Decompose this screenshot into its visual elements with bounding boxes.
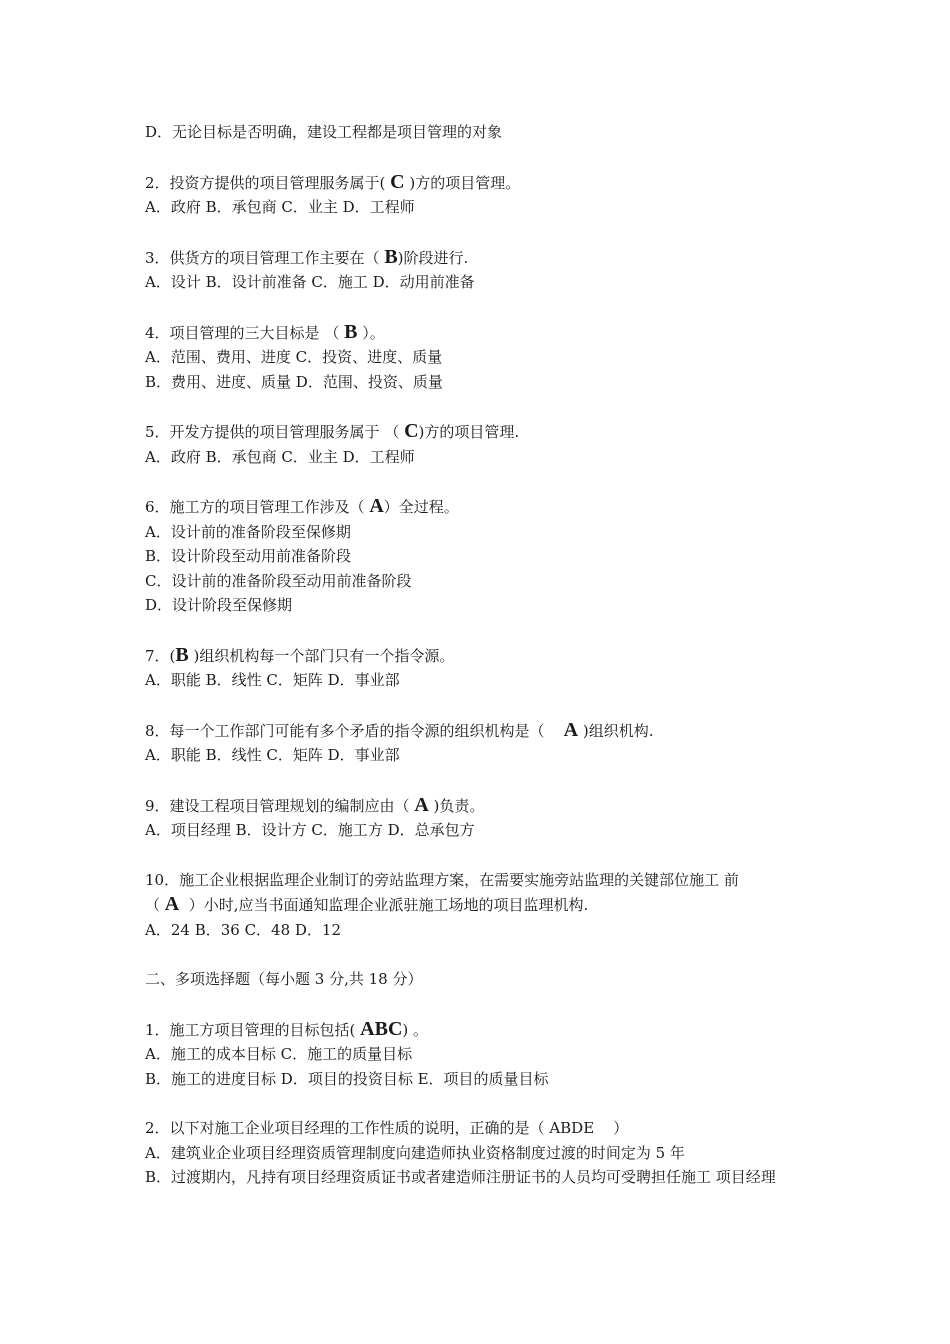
question-text: )方的项目管理。: [404, 173, 521, 192]
blank-line: [145, 618, 815, 643]
blank-line: [145, 992, 815, 1017]
text-line: A．24 B．36 C．48 D．12: [145, 920, 342, 939]
blank-line: [145, 942, 815, 967]
text-line: D．设计阶段至保修期: [145, 596, 293, 614]
question-text: 8．每一个工作部门可能有多个矛盾的指令源的组织机构是（: [145, 721, 564, 740]
question-text: 5．开发方提供的项目管理服务属于 （: [145, 423, 405, 441]
question-line: [145, 320, 815, 346]
question-text: )组织机构每一个部门只有一个指令源。: [188, 646, 455, 665]
text-line: 10．施工企业根据监理企业制订的旁站监理方案，在需要实施旁站监理的关键部位施工 前: [145, 870, 739, 889]
text-line: A．政府 B．承包商 C．业主 D．工程师: [145, 198, 415, 216]
question-line: [145, 1017, 815, 1043]
text-line: A．职能 B．线性 C．矩阵 D．事业部: [145, 671, 400, 689]
question-line: [145, 718, 815, 744]
blank-line: [145, 693, 815, 718]
question-text: )负责。: [428, 796, 485, 815]
question-line: [145, 494, 815, 520]
text-line: B．费用、进度、质量 D．范围、投资、质量: [145, 372, 443, 391]
question-text: 1．施工方项目管理的目标包括(: [145, 1020, 361, 1039]
text-line: B．过渡期内，凡持有项目经理资质证书或者建造师注册证书的人员均可受聘担任施工 项目经理: [145, 1168, 776, 1186]
text-line: A．政府 B．承包商 C．业主 D．工程师: [145, 447, 415, 466]
question-line: [145, 793, 815, 819]
answer-letter: A: [369, 495, 384, 517]
answer-letter: A: [164, 893, 180, 915]
text-line: B．设计阶段至动用前准备阶段: [145, 547, 352, 565]
text-line: C．设计前的准备阶段至动用前准备阶段: [145, 571, 412, 590]
question-text: )组织机构.: [578, 721, 654, 740]
answer-letter: C: [404, 420, 419, 442]
question-line: [145, 419, 815, 445]
text-line: A．职能 B．线性 C．矩阵 D．事业部: [145, 746, 400, 764]
question-text: 7．(: [145, 646, 176, 665]
text-line: D．无论目标是否明确，建设工程都是项目管理的对象: [145, 123, 503, 141]
question-text: ) 。: [402, 1020, 429, 1039]
question-text: ）全过程。: [383, 498, 459, 516]
text-line: A．项目经理 B．设计方 C．施工方 D．总承包方: [145, 821, 475, 839]
blank-line: [145, 469, 815, 494]
question-line: [145, 245, 815, 271]
question-text: )方的项目管理.: [418, 423, 520, 441]
question-text: 2．投资方提供的项目管理服务属于(: [145, 173, 391, 192]
question-text: 3．供货方的项目管理工作主要在（: [145, 248, 385, 267]
blank-line: [145, 295, 815, 320]
text-line: A．建筑业企业项目经理资质管理制度向建造师执业资格制度过渡的时间定为 5 年: [145, 1143, 685, 1162]
question-text: 9．建设工程项目管理规划的编制应由（: [145, 796, 415, 815]
question-line: [145, 892, 815, 918]
question-text: ）小时,应当书面通知监理企业派驻施工场地的项目监理机构.: [179, 896, 589, 914]
answer-letter: B: [175, 643, 189, 666]
question-line: [145, 170, 815, 196]
blank-line: [145, 394, 815, 419]
question-line: [145, 643, 815, 669]
document-page: [145, 120, 815, 1190]
answer-letter: ABC: [360, 1017, 403, 1040]
text-line: B．施工的进度目标 D．项目的投资目标 E．项目的质量目标: [145, 1069, 549, 1088]
question-text: 6．施工方的项目管理工作涉及（: [145, 498, 370, 516]
text-line: A．设计前的准备阶段至保修期: [145, 522, 351, 541]
blank-line: [145, 145, 815, 170]
blank-line: [145, 768, 815, 793]
text-line: A．施工的成本目标 C．施工的质量目标: [145, 1045, 413, 1063]
answer-letter: B: [344, 320, 358, 343]
blank-line: [145, 1091, 815, 1116]
answer-letter: B: [384, 245, 398, 268]
blank-line: [145, 220, 815, 245]
answer-letter: C: [390, 170, 405, 193]
text-line: A．设计 B．设计前准备 C．施工 D．动用前准备: [145, 273, 475, 291]
answer-letter: A: [414, 793, 429, 816]
question-text: ）。: [357, 323, 385, 342]
text-line: A．范围、费用、进度 C．投资、进度、质量: [145, 348, 443, 366]
blank-line: [145, 843, 815, 868]
text-line: 二、多项选择题（每小题 3 分,共 18 分）: [145, 970, 423, 988]
question-text: )阶段进行.: [397, 248, 469, 267]
question-text: （: [145, 896, 165, 914]
text-line: 2．以下对施工企业项目经理的工作性质的说明，正确的是（ ABDE ）: [145, 1119, 629, 1137]
answer-letter: A: [563, 718, 579, 741]
question-text: 4．项目管理的三大目标是 （: [145, 323, 345, 342]
